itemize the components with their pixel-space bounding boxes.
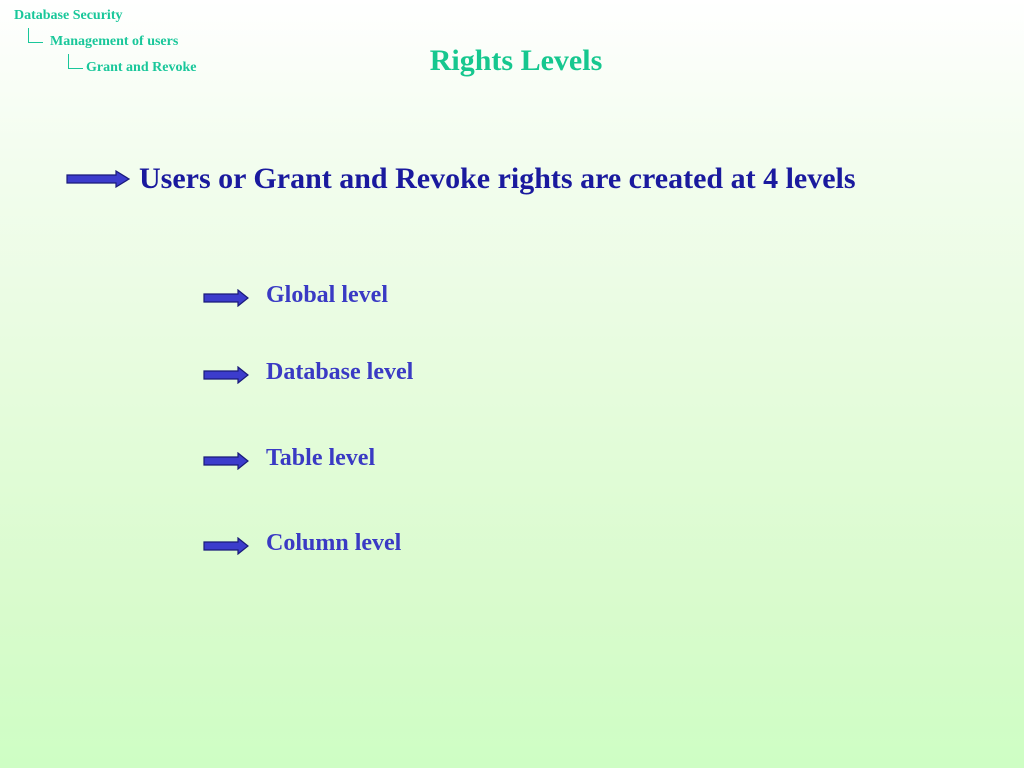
breadcrumb-grant-and-revoke[interactable]: Grant and Revoke [86, 60, 197, 75]
main-point-text: Users or Grant and Revoke rights are created at 4 levels [139, 162, 856, 195]
right-arrow-icon [66, 170, 130, 188]
tree-connector [28, 28, 43, 43]
breadcrumb-management-of-users[interactable]: Management of users [50, 34, 179, 49]
right-arrow-icon [203, 289, 249, 307]
level-label: Column level [266, 530, 402, 556]
level-label: Database level [266, 359, 414, 385]
breadcrumb-database-security[interactable]: Database Security [14, 8, 123, 23]
level-label: Table level [266, 445, 376, 471]
right-arrow-icon [203, 452, 249, 470]
right-arrow-icon [203, 537, 249, 555]
level-label: Global level [266, 282, 388, 308]
page-title: Rights Levels [429, 44, 603, 77]
right-arrow-icon [203, 366, 249, 384]
